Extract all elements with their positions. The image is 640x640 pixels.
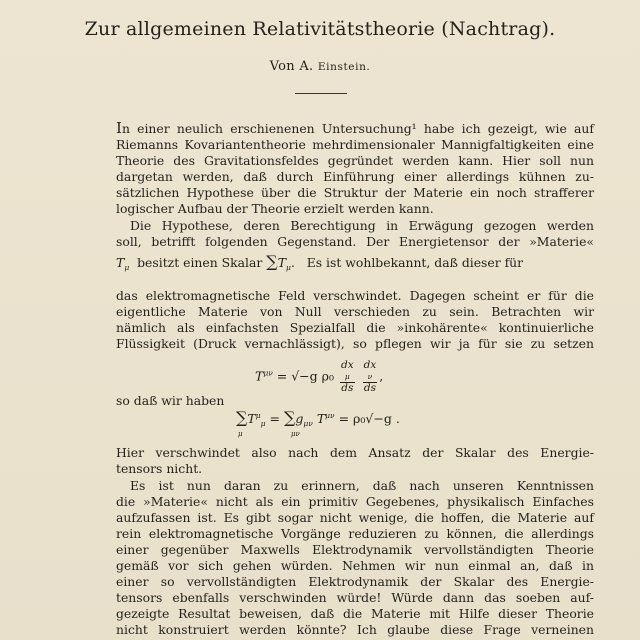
author-prefix: Von A. [269, 59, 314, 74]
text-line: aufzufassen ist. Es gibt sogar nicht wenige, die hoffen, die Materie auf [116, 510, 594, 525]
text-line: Hier verschwindet also nach dem Ansatz der Skalar des Energie- [116, 445, 594, 460]
text-line: In einer neulich erschienenen Untersuchung¹ habe ich gezeigt, wie auf [116, 119, 594, 137]
text-line: so daß wir haben [116, 393, 225, 408]
text-line: Riemanns Kovariantentheorie mehrdimensionaler Mannigfaltigkeiten eine [116, 137, 594, 152]
text-line: eigentliche Materie von Null verschieden zu sein. Betrachten wir [116, 304, 594, 319]
text-line: die »Materie« nicht als ein primitiv Gegebenes, physikalisch Einfaches [116, 494, 594, 509]
text-line: gemäß vor sich gehen würden. Nehmen wir nun einmal an, daß in [116, 558, 594, 573]
text-line: tensors nicht. [116, 461, 203, 476]
author-name: Einstein. [317, 61, 371, 73]
text-line: dargetan werden, daß durch Einführung einer allerdings kühnen zu- [116, 169, 594, 184]
article-title: Zur allgemeinen Relativitätstheorie (Nachtrag). [84, 18, 556, 40]
sum-index-1: μ [238, 430, 243, 438]
text-line: sätzlichen Hypothese über die Struktur der Materie ein noch strafferer [116, 185, 594, 200]
text-line: nicht konstruiert werden könnte? Ich glaube diese Frage verneinen [116, 622, 594, 637]
text-line: Theorie des Gravitationsfeldes gegründet werden kann. Hier soll nun [116, 153, 594, 168]
text-line: gezeigte Resultat beweisen, daß die Materie mit Hilfe dieser Theorie [116, 606, 594, 621]
text-line: das elektromagnetische Feld verschwindet. Dagegen scheint er für die [116, 288, 594, 303]
equation-1: $T^{\mu\nu} = √-g$ ρ₀ dx μ ds dx ν ds , [255, 359, 384, 394]
text-line: Es ist nun daran zu erinnern, daß nach unseren Kenntnissen [130, 478, 594, 493]
drop-cap: I [116, 119, 122, 137]
text-line: Flüssigkeit (Druck vernachlässigt), so pflegen wir ja für sie zu setzen [116, 336, 594, 351]
inline-sum: $\sum T_\mu$. [266, 252, 295, 272]
equation-2: $\sum T^\mu_\mu = \sum g_{\mu\nu}$ $T^{\mu\nu} = \rho_0√-g$ . [236, 408, 400, 428]
sum-index-2: μν [291, 430, 300, 438]
text-line: rein elektromagnetische Vorgänge reduzieren zu können, die allerdings [116, 526, 594, 541]
text-line: tensors ebenfalls verschwinden würde! Würde dann das soeben auf- [116, 590, 594, 605]
text-line: soll, betrifft folgenden Gegenstand. Der Energietensor der »Materie« [116, 234, 594, 249]
text-line-with-math: $T_\mu$ besitzt einen Skalar $\sum T_\mu$. Es ist wohlbekannt, daß dieser für [116, 252, 524, 272]
text-line: logischer Aufbau der Theorie erzielt werden kann. [116, 201, 434, 216]
text-line: nämlich als einfachsten Spezialfall die »inkohärente« kontinuierliche [116, 320, 594, 335]
text-line: Die Hypothese, deren Berechtigung in Erwägung gezogen werden [130, 218, 594, 233]
author-line [0, 59, 640, 74]
text-line: einer so vervollständigten Elektrodynamik der Skalar des Energie- [116, 574, 594, 589]
title-divider [295, 93, 347, 94]
text-line: einer gegenüber Maxwells Elektrodynamik vervollständigten Theorie [116, 542, 594, 557]
inline-tensor: $T_\mu$ [116, 255, 130, 272]
